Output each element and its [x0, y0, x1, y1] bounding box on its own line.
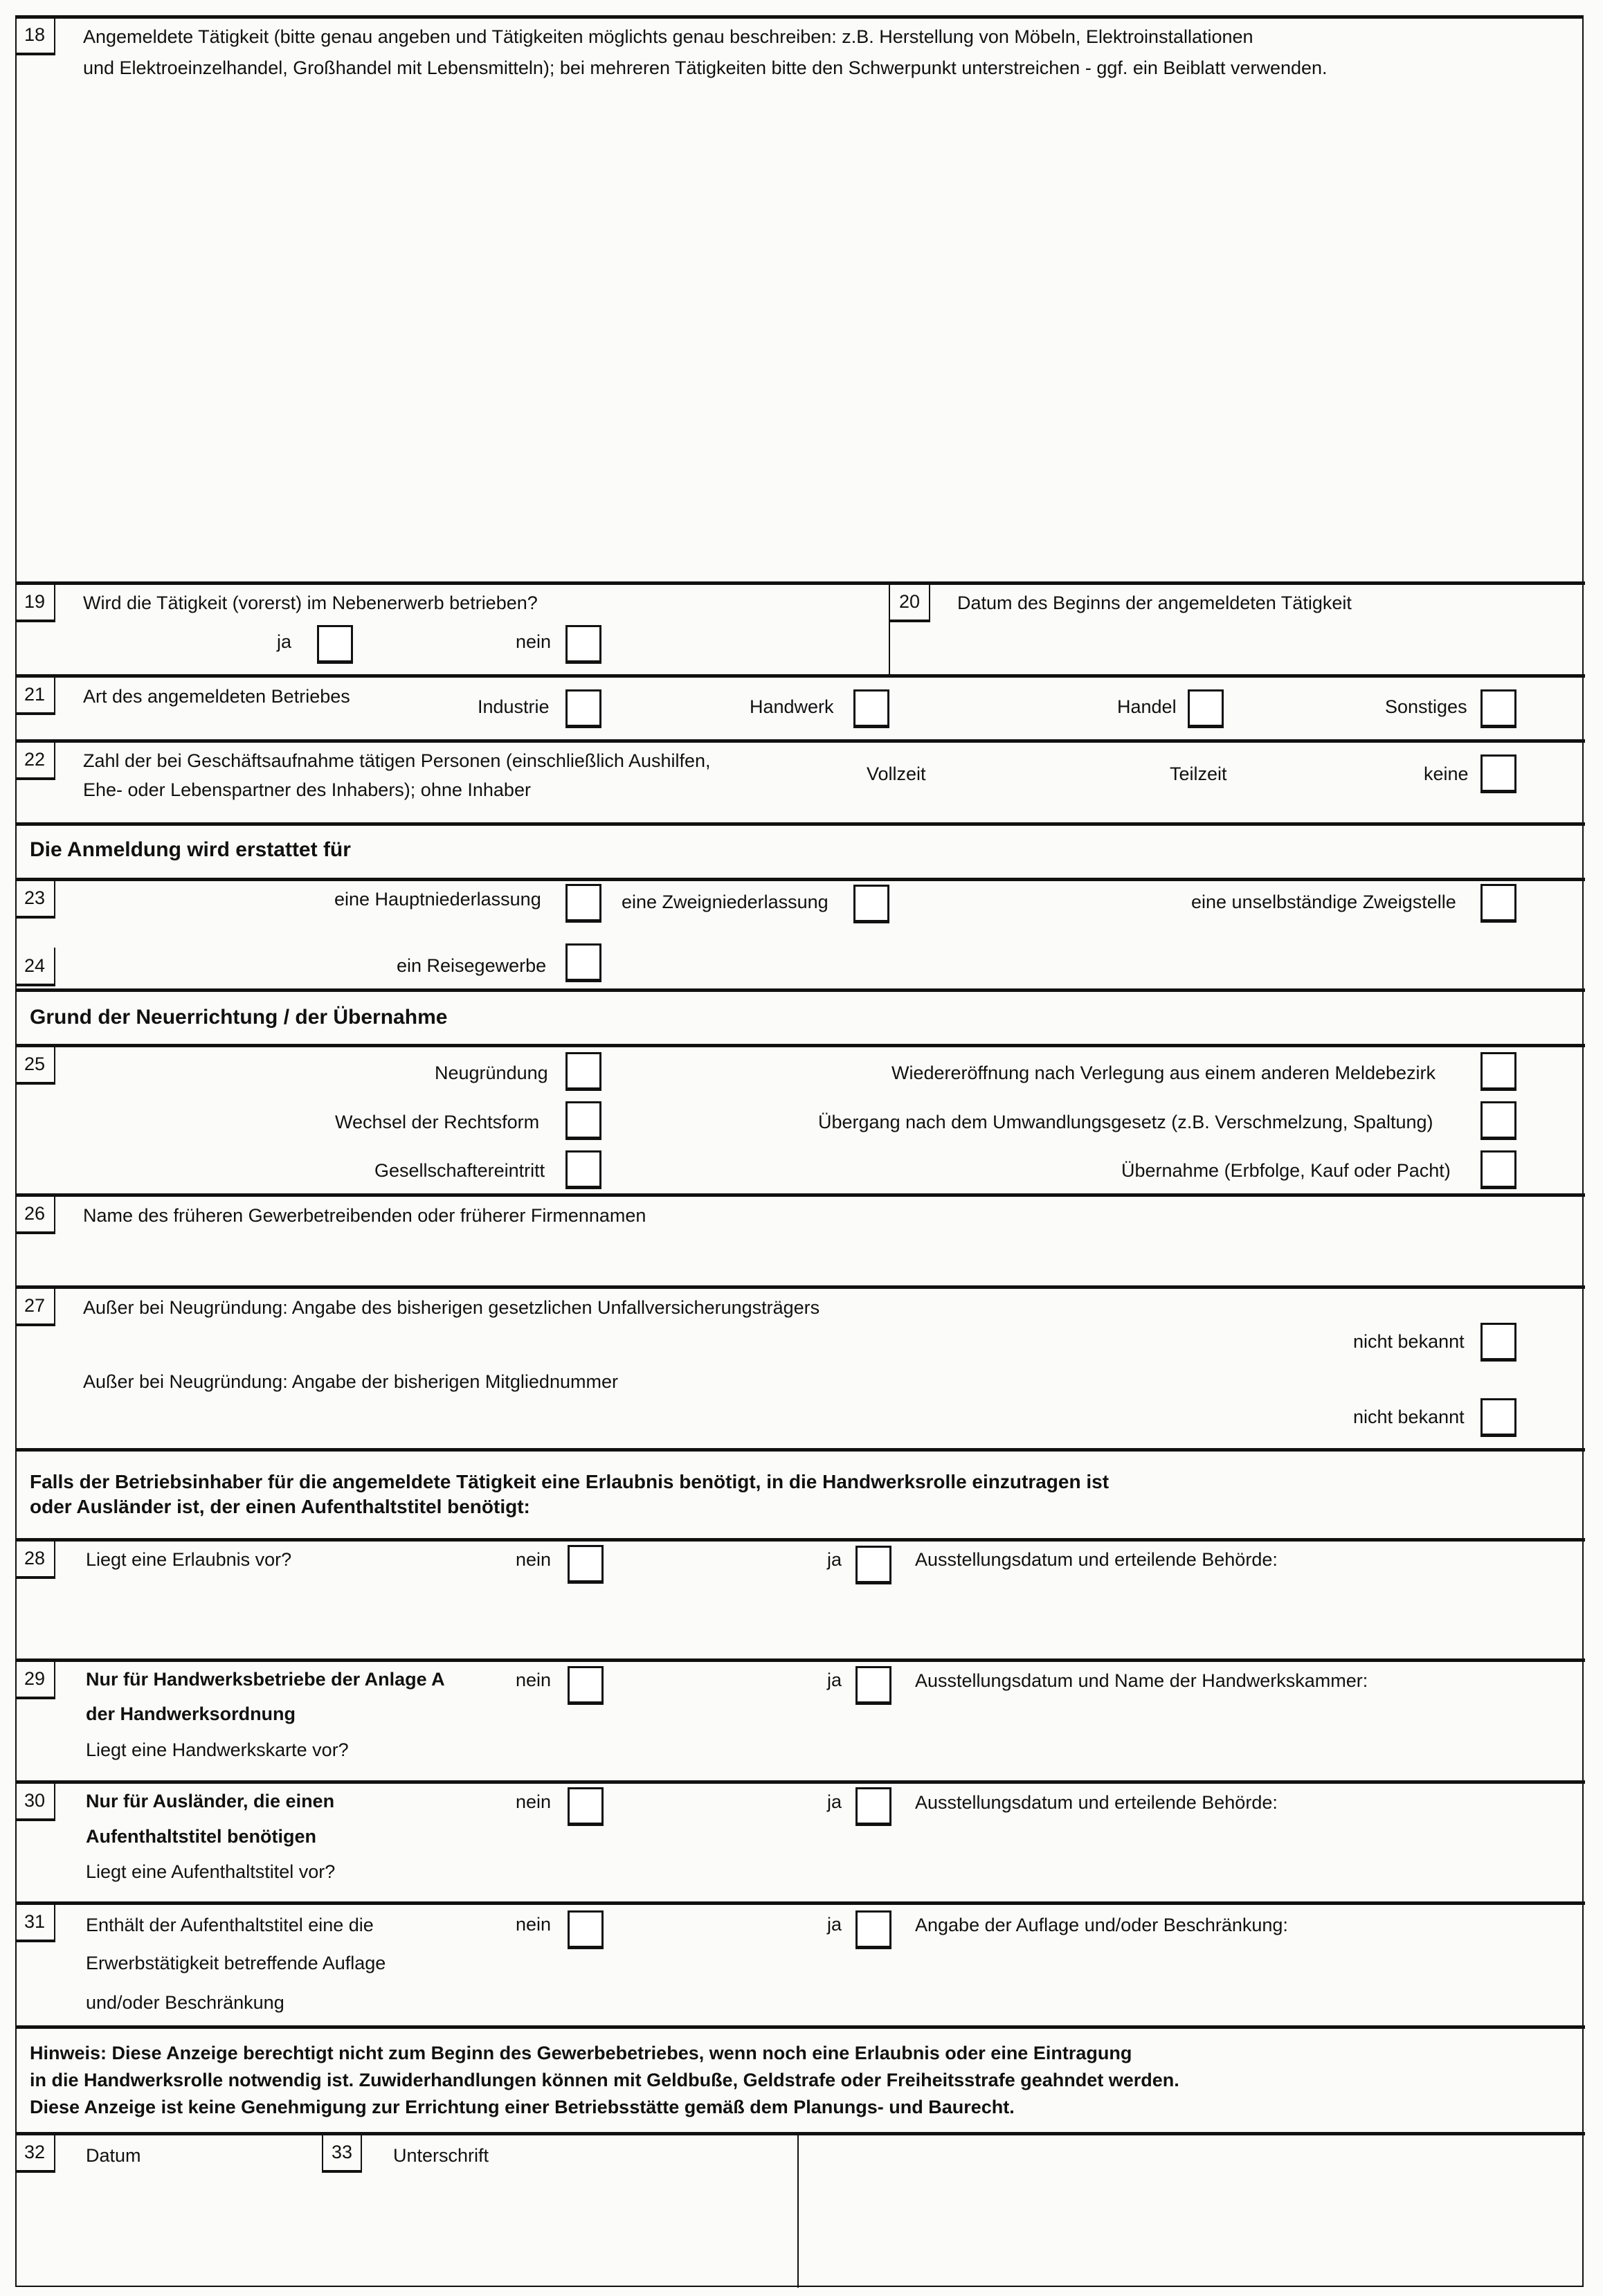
neugruendung-checkbox[interactable]: [565, 1052, 601, 1091]
handwerk-checkbox[interactable]: [853, 689, 889, 728]
field-number: 30: [15, 1782, 55, 1821]
activity-label-line1: Angemeldete Tätigkeit (bitte genau angeben und Tätigkeiten möglichts genau beschreiben: z.B. Herstellung von Möbeln, Elektroinstallationen: [83, 26, 1253, 47]
start-date-input[interactable]: [900, 623, 1578, 671]
date-label: Datum: [86, 2145, 141, 2166]
reisegewerbe-checkbox[interactable]: [565, 943, 601, 982]
aufenthalt-label-line2: Aufenthaltstitel benötigen: [86, 1826, 316, 1847]
activity-label-line2: und Elektroeinzelhandel, Großhandel mit Lebensmitteln); bei mehreren Tätigkeiten bitte den Schwerpunkt unterstreichen - ggf. ein Beiblatt verwenden.: [83, 57, 1328, 78]
section-header-anmeldung: Die Anmeldung wird erstattet für: [30, 838, 351, 861]
nein-label: nein: [516, 631, 552, 652]
employees-label-line1: Zahl der bei Geschäftsaufnahme tätigen Personen (einschließlich Aushilfen,: [83, 750, 711, 771]
ja-label: ja: [827, 1791, 842, 1812]
field-number: 28: [15, 1540, 55, 1579]
unselbstaendige-zweigstelle-checkbox[interactable]: [1480, 884, 1516, 923]
divider: [15, 2132, 1585, 2135]
permit-question: Liegt eine Erlaubnis vor?: [86, 1549, 292, 1570]
industrie-checkbox[interactable]: [565, 689, 601, 728]
aufenthaltstitel-detail-input[interactable]: [915, 1820, 1573, 1890]
handwerkskarte-detail-label: Ausstellungsdatum und Name der Handwerkskammer:: [915, 1670, 1368, 1691]
teilzeit-label: Teilzeit: [1170, 763, 1227, 784]
unselbstaendige-zweigstelle-label: eine unselbständige Zweigstelle: [1191, 892, 1456, 912]
activity-input-area[interactable]: [42, 90, 1564, 575]
section-header-grund: Grund der Neuerrichtung / der Übernahme: [30, 1006, 448, 1029]
ja-label: ja: [277, 631, 292, 652]
wechsel-rechtsform-checkbox[interactable]: [565, 1101, 601, 1140]
start-date-label: Datum des Beginns der angemeldeten Tätigkeit: [957, 593, 1352, 613]
official-stamp-area: [803, 2139, 1578, 2281]
wiedereroeffnung-checkbox[interactable]: [1480, 1052, 1516, 1091]
divider: [15, 2025, 1585, 2029]
field-number: 31: [15, 1904, 55, 1942]
vollzeit-input[interactable]: [955, 754, 1080, 796]
ja-label: ja: [827, 1670, 842, 1690]
permit-nein-checkbox[interactable]: [568, 1545, 604, 1584]
divider: [15, 1285, 1585, 1289]
gesellschaftereintritt-checkbox[interactable]: [565, 1150, 601, 1189]
divider: [15, 1780, 1585, 1784]
nebenerwerb-ja-checkbox[interactable]: [317, 625, 353, 664]
handwerk-label-line1: Nur für Handwerksbetriebe der Anlage A: [86, 1669, 445, 1690]
zweigniederlassung-checkbox[interactable]: [853, 885, 889, 923]
uebernahme-label: Übernahme (Erbfolge, Kauf oder Pacht): [1121, 1160, 1451, 1181]
sonstiges-label: Sonstiges: [1385, 696, 1467, 717]
divider: [15, 988, 1585, 992]
notice-line3: Diese Anzeige ist keine Genehmigung zur Errichtung einer Betriebsstätte gemäß dem Planungs- und Baurecht.: [30, 2097, 1015, 2117]
handel-checkbox[interactable]: [1188, 689, 1224, 728]
divider: [15, 581, 1585, 585]
field-number: 21: [15, 676, 55, 715]
divider: [15, 878, 1585, 881]
previous-name-input[interactable]: [42, 1239, 1564, 1281]
date-input[interactable]: [42, 2180, 318, 2277]
divider: [15, 1901, 1585, 1905]
nicht-bekannt-label: nicht bekannt: [1353, 1331, 1465, 1352]
handwerk-label: Handwerk: [750, 696, 834, 717]
handwerkskarte-nein-checkbox[interactable]: [568, 1666, 604, 1705]
field-number: 23: [15, 880, 55, 919]
field-number: 25: [15, 1046, 55, 1085]
field-number: 24: [15, 948, 55, 986]
auflage-label-line1: Enthält der Aufenthaltstitel eine die: [86, 1915, 374, 1935]
handwerk-label-line2: der Handwerksordnung: [86, 1703, 296, 1724]
nebenerwerb-question: Wird die Tätigkeit (vorerst) im Nebenerwerb betrieben?: [83, 593, 538, 613]
handwerkskarte-detail-input[interactable]: [915, 1699, 1573, 1769]
umwandlung-label: Übergang nach dem Umwandlungsgesetz (z.B. Verschmelzung, Spaltung): [818, 1112, 1433, 1132]
ja-label: ja: [827, 1914, 842, 1935]
hauptniederlassung-label: eine Hauptniederlassung: [334, 889, 541, 910]
divider: [15, 674, 1585, 678]
nein-label: nein: [516, 1670, 552, 1690]
insurance-carrier-unknown-checkbox[interactable]: [1480, 1323, 1516, 1362]
auflage-label-line3: und/oder Beschränkung: [86, 1992, 284, 2013]
field-number: 26: [15, 1195, 55, 1234]
divider: [15, 739, 1585, 743]
teilzeit-input[interactable]: [1246, 754, 1384, 796]
wechsel-rechtsform-label: Wechsel der Rechtsform: [335, 1112, 540, 1132]
nein-label: nein: [516, 1549, 552, 1570]
field-number: 19: [15, 584, 55, 622]
member-number-input[interactable]: [83, 1402, 1329, 1436]
handel-label: Handel: [1117, 696, 1177, 717]
aufenthaltstitel-detail-label: Ausstellungsdatum und erteilende Behörde:: [915, 1792, 1278, 1813]
notice-line1: Hinweis: Diese Anzeige berechtigt nicht zum Beginn des Gewerbebetriebes, wenn noch eine Erlaubnis oder eine Eintragung: [30, 2043, 1132, 2063]
gesellschaftereintritt-label: Gesellschaftereintritt: [374, 1160, 545, 1181]
handwerk-question: Liegt eine Handwerkskarte vor?: [86, 1739, 349, 1760]
field-number: 29: [15, 1661, 55, 1699]
uebernahme-checkbox[interactable]: [1480, 1150, 1516, 1189]
member-number-unknown-checkbox[interactable]: [1480, 1398, 1516, 1437]
aufenthaltstitel-ja-checkbox[interactable]: [855, 1787, 891, 1826]
field-number: 33: [322, 2134, 362, 2173]
insurance-carrier-label: Außer bei Neugründung: Angabe des bisherigen gesetzlichen Unfallversicherungsträgers: [83, 1297, 820, 1318]
reisegewerbe-label: ein Reisegewerbe: [397, 955, 547, 976]
keine-label: keine: [1424, 763, 1469, 784]
permit-detail-label: Ausstellungsdatum und erteilende Behörde:: [915, 1549, 1278, 1570]
field-number: 18: [15, 17, 55, 55]
handwerkskarte-ja-checkbox[interactable]: [855, 1666, 891, 1705]
divider: [15, 822, 1585, 826]
business-type-label: Art des angemeldeten Betriebes: [83, 686, 350, 707]
member-number-label: Außer bei Neugründung: Angabe der bisherigen Mitgliednummer: [83, 1371, 618, 1392]
umwandlung-checkbox[interactable]: [1480, 1101, 1516, 1140]
vollzeit-label: Vollzeit: [867, 763, 926, 784]
divider: [15, 1448, 1585, 1452]
auflage-detail-label: Angabe der Auflage und/oder Beschränkung:: [915, 1915, 1288, 1935]
field-number: 27: [15, 1287, 55, 1326]
signature-label: Unterschrift: [393, 2145, 489, 2166]
nicht-bekannt-label: nicht bekannt: [1353, 1407, 1465, 1427]
divider: [15, 1044, 1585, 1047]
permit-header-line1: Falls der Betriebsinhaber für die angemeldete Tätigkeit eine Erlaubnis benötigt, in die Handwerksrolle einzutragen ist: [30, 1471, 1110, 1492]
divider: [15, 1538, 1585, 1542]
employees-label-line2: Ehe- oder Lebenspartner des Inhabers); ohne Inhaber: [83, 779, 531, 800]
sonstiges-checkbox[interactable]: [1480, 689, 1516, 728]
field-number: 32: [15, 2134, 55, 2173]
divider-signature: [797, 2132, 799, 2288]
wiedereroeffnung-label: Wiedereröffnung nach Verlegung aus einem anderen Meldebezirk: [891, 1063, 1436, 1083]
ja-label: ja: [827, 1549, 842, 1570]
zweigniederlassung-label: eine Zweigniederlassung: [622, 892, 828, 912]
auflage-ja-checkbox[interactable]: [855, 1910, 891, 1949]
nein-label: nein: [516, 1791, 552, 1812]
aufenthaltstitel-nein-checkbox[interactable]: [568, 1787, 604, 1826]
auflage-label-line2: Erwerbstätigkeit betreffende Auflage: [86, 1953, 386, 1973]
auflage-detail-input[interactable]: [915, 1945, 1573, 2014]
industrie-label: Industrie: [478, 696, 550, 717]
notice-line2: in die Handwerksrolle notwendig ist. Zuwiderhandlungen können mit Geldbuße, Geldstrafe oder Freiheitsstrafe geahndet werden.: [30, 2070, 1179, 2090]
divider: [15, 1193, 1585, 1197]
permit-detail-input[interactable]: [915, 1578, 1573, 1647]
aufenthalt-label-line1: Nur für Ausländer, die einen: [86, 1791, 335, 1811]
previous-name-label: Name des früheren Gewerbetreibenden oder früherer Firmennamen: [83, 1205, 646, 1226]
permit-header-line2: oder Ausländer ist, der einen Aufenthaltstitel benötigt:: [30, 1496, 530, 1517]
field-number: 22: [15, 741, 55, 780]
neugruendung-label: Neugründung: [435, 1063, 548, 1083]
field-number: 20: [890, 584, 930, 622]
hauptniederlassung-checkbox[interactable]: [565, 884, 601, 923]
aufenthalt-question: Liegt eine Aufenthaltstitel vor?: [86, 1861, 336, 1882]
signature-input[interactable]: [325, 2180, 789, 2277]
nebenerwerb-nein-checkbox[interactable]: [565, 625, 601, 664]
keine-checkbox[interactable]: [1480, 754, 1516, 793]
divider: [15, 1658, 1585, 1662]
nein-label: nein: [516, 1914, 552, 1935]
auflage-nein-checkbox[interactable]: [568, 1910, 604, 1949]
insurance-carrier-input[interactable]: [83, 1329, 1329, 1364]
permit-ja-checkbox[interactable]: [855, 1546, 891, 1584]
